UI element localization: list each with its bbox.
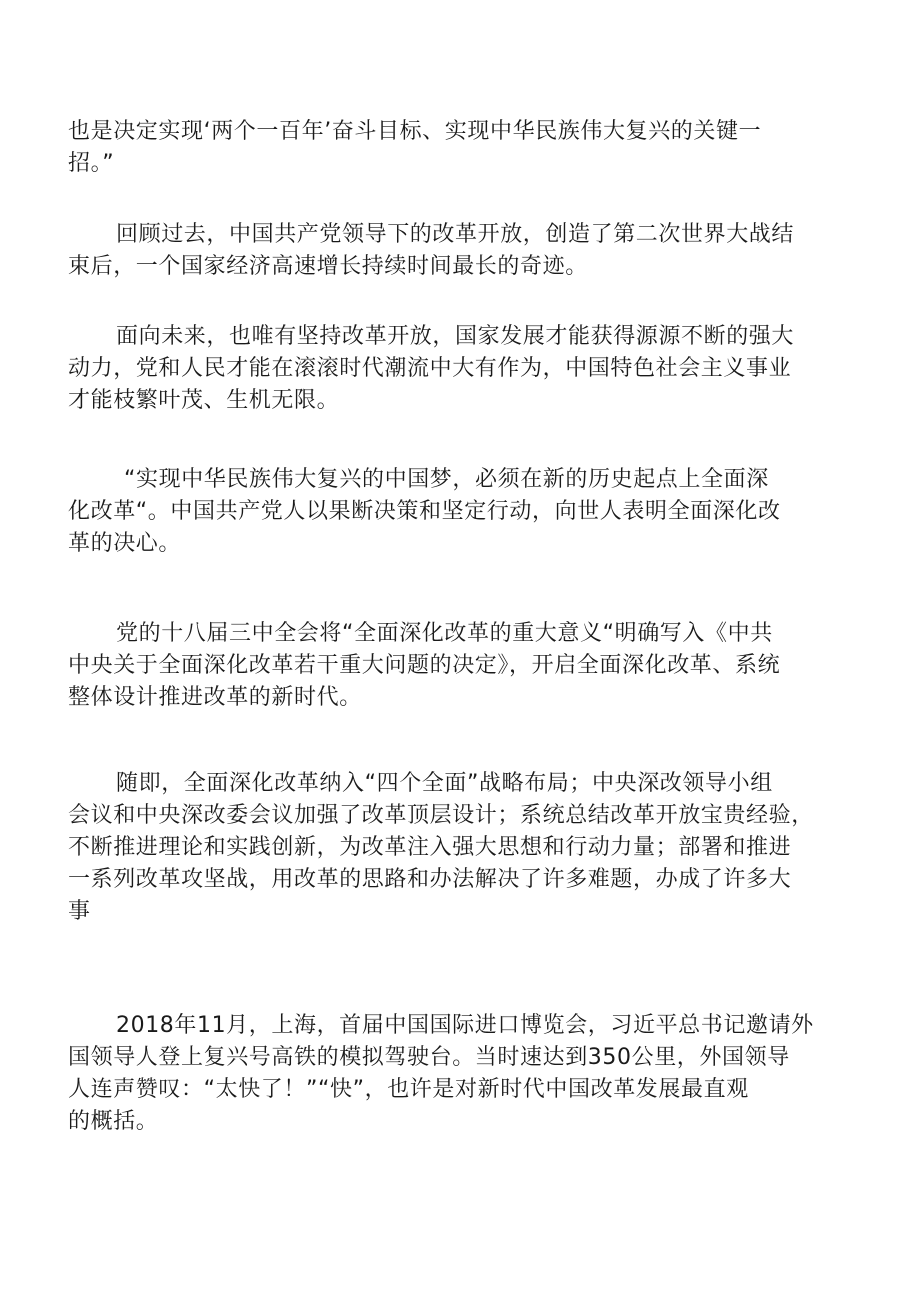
paragraph-line: 动力，党和人民才能在滚滚时代潮流中大有作为，中国特色社会主义事业	[68, 356, 792, 381]
paragraph-line: 国领导人登上复兴号高铁的模拟驾驶台。当时速达到350公里，外国领导	[68, 1045, 790, 1070]
paragraph-line: 束后，一个国家经济高速增长持续时间最长的奇迹。	[68, 254, 588, 279]
paragraph-5	[68, 618, 858, 714]
paragraph-line: “实现中华民族伟大复兴的中国梦，必须在新的历史起点上全面深	[124, 467, 769, 492]
paragraph-line: 整体设计推进改革的新时代。	[68, 685, 362, 710]
paragraph-line: 会议和中央深改委会议加强了改革顶层设计；系统总结改革开放宝贵经验，	[68, 803, 814, 828]
paragraph-line: 2018年11月，上海，首届中国国际进口博览会，习近平总书记邀请外	[116, 1013, 814, 1038]
paragraph-4	[68, 464, 858, 560]
paragraph-1	[68, 116, 858, 180]
paragraph-line: 一系列改革攻坚战，用改革的思路和办法解决了许多难题，办成了许多大	[68, 867, 792, 892]
paragraph-6	[68, 768, 858, 928]
paragraph-line: 才能枝繁叶茂、生机无限。	[68, 388, 340, 413]
paragraph-line: 回顾过去，中国共产党领导下的改革开放，创造了第二次世界大战结	[116, 222, 795, 247]
paragraph-line: 革的决心。	[68, 531, 182, 556]
paragraph-line: 随即，全面深化改革纳入“四个全面”战略布局；中央深改领导小组	[116, 771, 773, 796]
paragraph-line: 不断推进理论和实践创新，为改革注入强大思想和行动力量；部署和推进	[68, 835, 792, 860]
paragraph-line: 也是决定实现‘两个一百年’奋斗目标、实现中华民族伟大复兴的关键一	[68, 119, 762, 144]
paragraph-2	[68, 219, 858, 283]
paragraph-line: 的概括。	[68, 1109, 159, 1134]
paragraph-3	[68, 321, 858, 417]
paragraph-line: 中央关于全面深化改革若干重大问题的决定》，开启全面深化改革、系统	[68, 653, 781, 678]
paragraph-line: 面向未来，也唯有坚持改革开放，国家发展才能获得源源不断的强大	[116, 324, 795, 349]
paragraph-line: 化改革“。中国共产党人以果断决策和坚定行动，向世人表明全面深化改	[68, 499, 781, 524]
paragraph-line: 招。”	[68, 151, 115, 176]
paragraph-line: 党的十八届三中全会将“全面深化改革的重大意义“明确写入《中共	[116, 621, 773, 646]
paragraph-line: 事	[68, 899, 91, 924]
paragraph-7	[68, 1010, 858, 1138]
paragraph-line: 人连声赞叹：“太快了！”“快”，也许是对新时代中国改革发展最直观	[68, 1077, 749, 1102]
